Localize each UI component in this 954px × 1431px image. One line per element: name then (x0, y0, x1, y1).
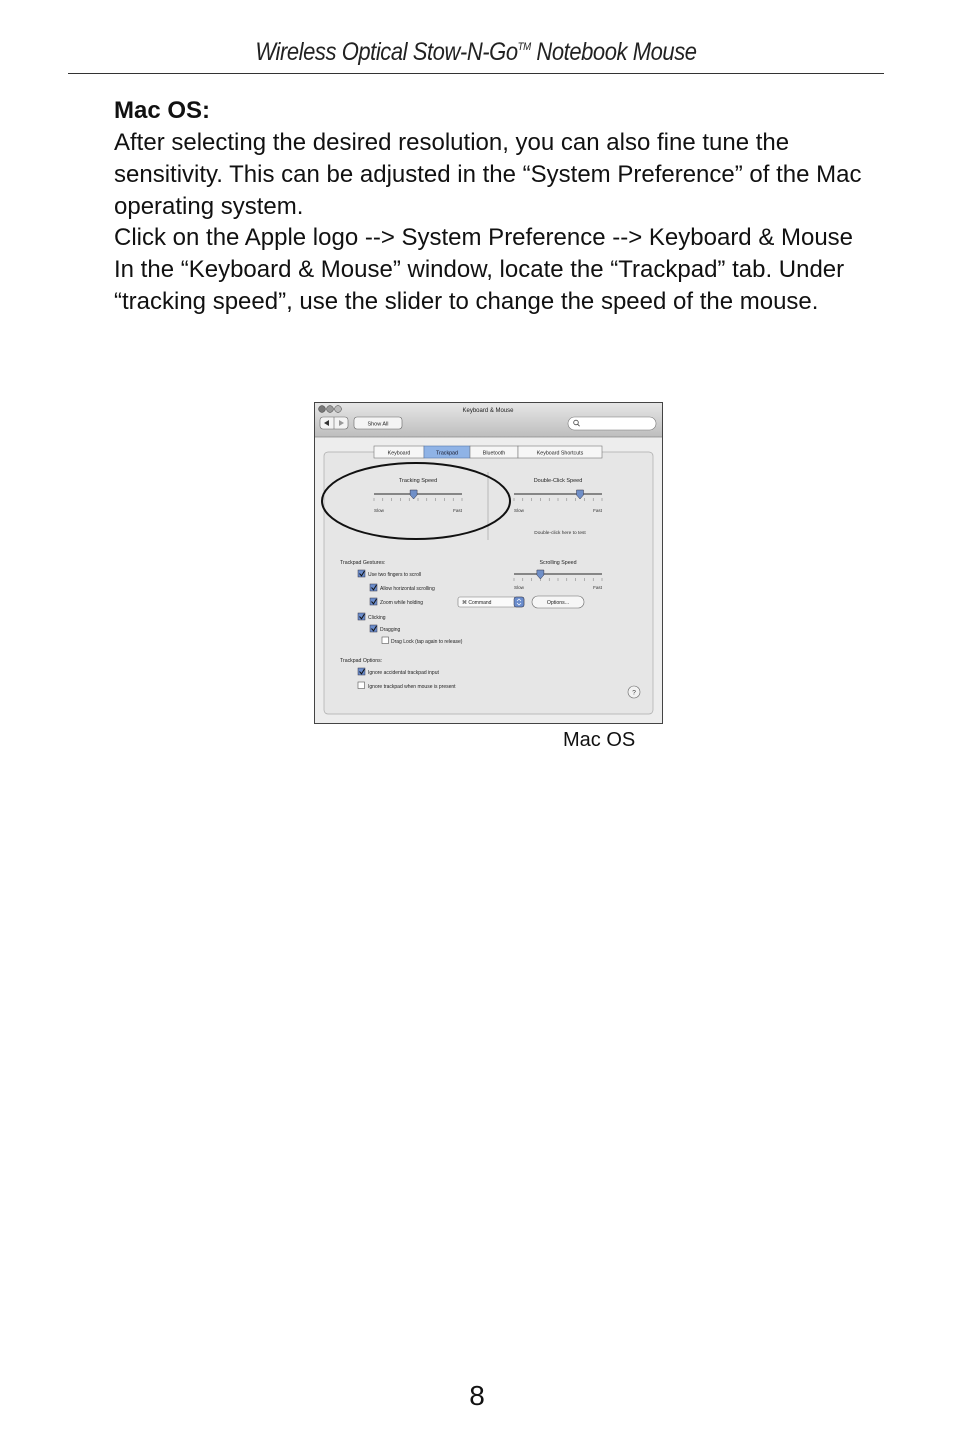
dragging-label: Dragging (380, 627, 401, 633)
preferences-screenshot (314, 402, 663, 724)
two-fingers-label: Use two fingers to scroll (368, 572, 422, 578)
running-header (117, 38, 835, 67)
tracking-slow-label: Slow (374, 508, 384, 513)
paragraph-trackpad: In the “Keyboard & Mouse” window, locate the “Trackpad” tab. Under “tracking speed”, use the slider to change the speed of the mouse. (114, 256, 845, 315)
main-content (114, 95, 894, 318)
window-title: Keyboard & Mouse (462, 408, 514, 414)
screenshot-svg (314, 402, 663, 724)
tab-keyboard-shortcuts-label: Keyboard Shortcuts (536, 450, 584, 457)
options-button-label: Options... (546, 600, 570, 606)
help-icon-label: ? (632, 689, 636, 697)
scrolling-slow-label: Slow (514, 585, 524, 590)
ignore-when-mouse-label: Ignore trackpad when mouse is present (368, 684, 456, 690)
page-number: 8 (469, 1380, 485, 1411)
header-rule (68, 73, 884, 74)
tab-bluetooth-label: Bluetooth (482, 450, 506, 457)
options-section-label: Trackpad Options: (340, 658, 383, 664)
search-field[interactable] (568, 417, 656, 430)
close-icon[interactable] (319, 406, 326, 413)
gestures-label: Trackpad Gestures: (340, 560, 386, 566)
drag-lock-checkbox[interactable] (382, 637, 389, 644)
paragraph-intro: After selecting the desired resolution, you can also fine tune the sensitivity. This can be adjusted in the “System Preference” of the Mac operating system. (114, 129, 862, 220)
figure-caption: Mac OS (563, 729, 636, 751)
zoom-icon[interactable] (335, 406, 342, 413)
double-click-test-area[interactable]: Double-click here to test (534, 531, 586, 536)
ignore-accidental-label: Ignore accidental trackpad input (368, 670, 439, 676)
tab-trackpad-label: Trackpad (436, 450, 458, 457)
tab-keyboard-label: Keyboard (387, 450, 411, 457)
trademark-mark: TM (517, 41, 531, 53)
horizontal-scroll-label: Allow horizontal scrolling (380, 586, 435, 592)
double-click-speed-label: Double-Click Speed (533, 478, 583, 484)
ignore-when-mouse-checkbox[interactable] (358, 682, 365, 689)
zoom-label: Zoom while holding (380, 600, 424, 606)
drag-lock-label: Drag Lock (tap again to release) (391, 639, 463, 645)
popup-arrows-icon[interactable] (514, 597, 524, 607)
double-click-fast-label: Fast (593, 508, 602, 513)
paragraph-path: Click on the Apple logo --> System Preference --> Keyboard & Mouse (114, 224, 854, 252)
show-all-label: Show All (367, 421, 389, 428)
section-heading: Mac OS: (114, 97, 211, 124)
header-title-post: Notebook Mouse (530, 38, 697, 66)
clicking-label: Clicking (368, 615, 386, 621)
scrolling-speed-label: Scrolling Speed (539, 560, 577, 566)
header-title-pre: Wireless Optical Stow-N-Go (255, 38, 518, 66)
tracking-speed-label: Tracking Speed (398, 478, 438, 484)
double-click-slow-label: Slow (514, 508, 524, 513)
zoom-modifier-value: ⌘ Command (462, 600, 492, 606)
tab-bar (374, 446, 602, 458)
tracking-fast-label: Fast (453, 508, 462, 513)
scrolling-fast-label: Fast (593, 585, 602, 590)
minimize-icon[interactable] (327, 406, 334, 413)
